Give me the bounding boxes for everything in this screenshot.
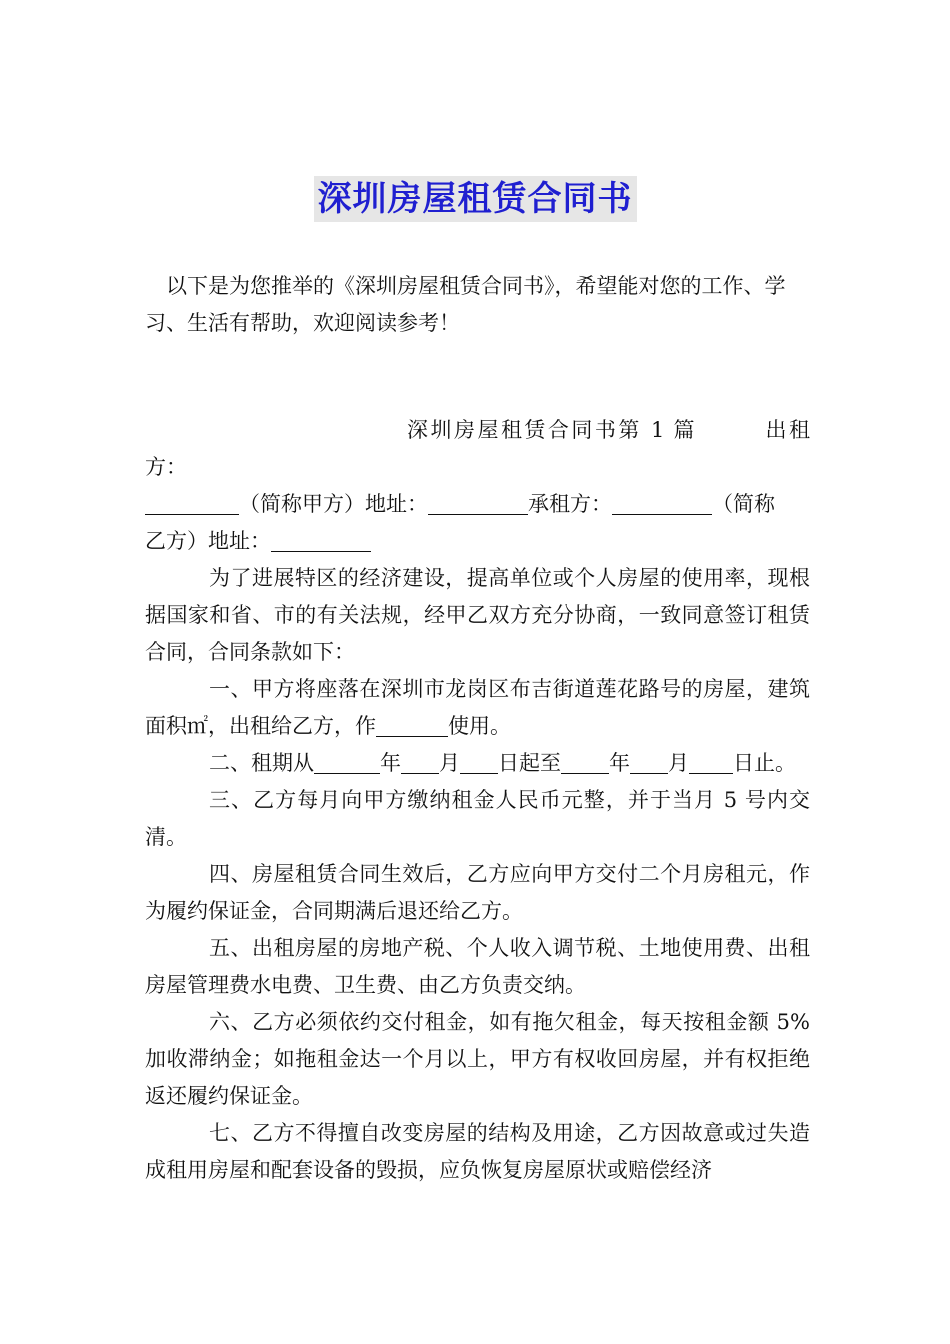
party-b-abbr-2: 乙方）地址： (145, 529, 271, 553)
party-a-address-blank (428, 488, 528, 515)
clause-1-text: 一、甲方将座落在深圳市龙岗区布吉街道莲花路号的房屋，建筑面积㎡，出租给乙方，作 (145, 677, 810, 738)
clause-2 (145, 745, 810, 782)
party-b-abbr-1: （简称 (712, 492, 775, 516)
start-day-blank (460, 747, 498, 774)
intro-paragraph: 以下是为您推举的《深圳房屋租赁合同书》，希望能对您的工作、学习、生活有帮助，欢迎阅读参考！ (145, 274, 786, 335)
start-month-blank (401, 747, 439, 774)
section-title: 深圳房屋租赁合同书第 1 篇 (407, 418, 698, 442)
contract-body (145, 412, 810, 1189)
year-label-1: 年 (380, 751, 401, 775)
usage-blank (376, 710, 448, 737)
clause-5: 五、出租房屋的房地产税、个人收入调节税、土地使用费、出租房屋管理费水电费、卫生费、由乙方负责交纳。 (145, 936, 810, 997)
clause-7: 七、乙方不得擅自改变房屋的结构及用途，乙方因故意或过失造成租用房屋和配套设备的毁损，应负恢复房屋原状或赔偿经济 (145, 1121, 810, 1182)
intro-section (145, 268, 810, 342)
clause-6: 六、乙方必须依约交付租金，如有拖欠租金，每天按租金额 5%加收滞纳金；如拖租金达一个月以上，甲方有权收回房屋，并有权拒绝返还履约保证金。 (145, 1010, 810, 1108)
clause-2-prefix: 二、租期从 (209, 751, 314, 775)
end-month-blank (630, 747, 668, 774)
clause-3: 三、乙方每月向甲方缴纳租金人民币元整，并于当月 5 号内交清。 (145, 788, 810, 849)
end-year-blank (561, 747, 609, 774)
clause-1-end: 使用。 (448, 714, 511, 738)
end-day-blank (689, 747, 733, 774)
preamble-paragraph: 为了进展特区的经济建设，提高单位或个人房屋的使用率，现根据国家和省、市的有关法规，经甲乙双方充分协商，一致同意签订租赁合同，合同条款如下： (145, 566, 810, 664)
party-a-abbr: （简称甲方）地址： (239, 492, 428, 516)
document-title: 深圳房屋租赁合同书 (314, 176, 637, 222)
contract-header (145, 412, 810, 560)
clause-1 (145, 671, 810, 745)
clause-4: 四、房屋租赁合同生效后，乙方应向甲方交付二个月房租元，作为履约保证金，合同期满后退还给乙方。 (145, 862, 810, 923)
lessor-label: 出租方： (145, 418, 811, 479)
month-label-1: 月 (439, 751, 460, 775)
clause-2-end: 日止。 (733, 751, 796, 775)
lessor-name-blank (145, 488, 239, 515)
start-year-blank (314, 747, 380, 774)
party-b-address-blank (271, 525, 371, 552)
lessee-name-blank (612, 488, 712, 515)
month-label-2: 月 (668, 751, 689, 775)
title-wrap (0, 176, 950, 222)
year-label-2: 年 (609, 751, 630, 775)
lessee-label: 承租方： (528, 492, 612, 516)
day-from-label: 日起至 (498, 751, 561, 775)
